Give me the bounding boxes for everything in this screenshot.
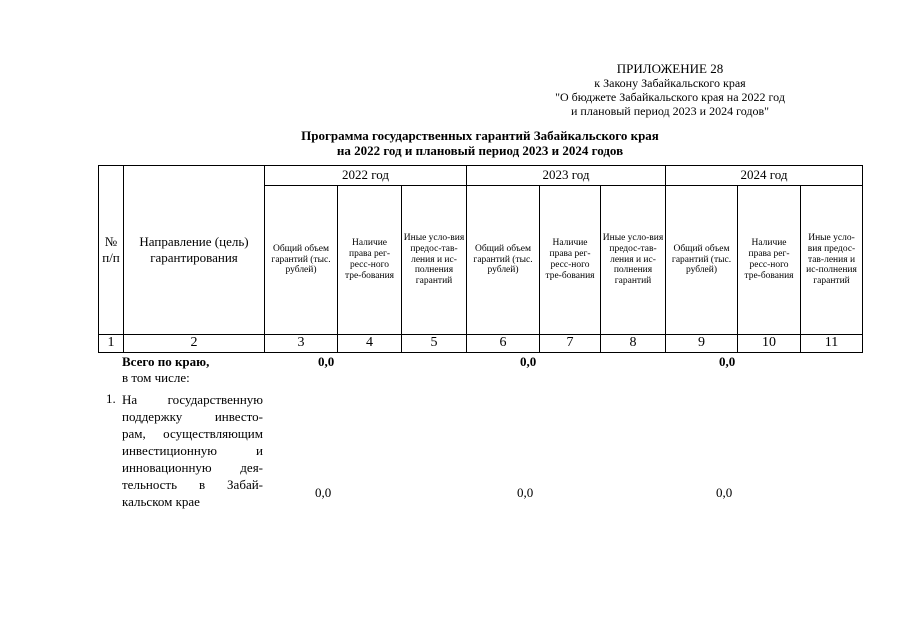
column-number: 10 xyxy=(762,335,776,351)
item-direction-text xyxy=(122,391,263,510)
annex-heading: ПРИЛОЖЕНИЕ 28 xyxy=(616,61,724,76)
column-number: 4 xyxy=(366,335,373,351)
header-volume: Общий объем гарантий (тыс. рублей) xyxy=(271,243,331,276)
header-other-conditions: Иные усло-вия предос-тав-ления и ис-полнения гарантий xyxy=(602,232,664,287)
total-value-2023: 0,0 xyxy=(520,354,537,369)
header-other-conditions: Иные усло-вия предос-тав-ления и ис-полнения гарантий xyxy=(806,232,857,287)
item-line: рам, осуществляющим xyxy=(122,426,263,441)
header-year-2023: 2023 год xyxy=(542,167,590,183)
header-number: № п/п xyxy=(102,234,120,265)
header-direction: Направление (цель) гарантирования xyxy=(139,234,249,265)
total-value-2022: 0,0 xyxy=(318,354,335,369)
header-regress: Наличие права рег-ресс-ного тре-бования xyxy=(545,238,595,281)
annex-line: и плановый период 2023 и 2024 годов" xyxy=(570,104,770,118)
item-line: тельность в Забай- xyxy=(122,477,263,492)
item-value-2024: 0,0 xyxy=(716,485,733,500)
column-number: 3 xyxy=(297,335,305,351)
header-other-conditions: Иные усло-вия предос-тав-ления и ис-полнения гарантий xyxy=(403,232,465,287)
header-year-2022: 2022 год xyxy=(342,167,389,183)
annex-block xyxy=(520,62,820,118)
header-year-2024: 2024 год xyxy=(740,167,788,183)
column-number: 7 xyxy=(566,335,574,351)
title-line: на 2022 год и плановый период 2023 и 2024 годов xyxy=(336,143,624,158)
item-value-2023: 0,0 xyxy=(517,485,534,500)
column-number: 1 xyxy=(107,335,115,351)
item-line: инвестиционную и xyxy=(122,443,263,458)
column-number: 2 xyxy=(190,335,198,351)
column-number: 8 xyxy=(629,335,637,351)
item-value-2022: 0,0 xyxy=(315,485,332,500)
total-value-2024: 0,0 xyxy=(719,354,736,369)
header-regress: Наличие права рег-ресс-ного тре-бования xyxy=(344,238,395,281)
item-line: поддержку инвесто- xyxy=(122,409,263,424)
item-line: инновационную дея- xyxy=(122,460,263,475)
column-number: 9 xyxy=(698,335,705,351)
total-label: Всего по краю, xyxy=(122,354,210,369)
item-number: 1. xyxy=(106,391,116,406)
column-number: 5 xyxy=(430,335,438,351)
including-label: в том числе: xyxy=(122,370,190,385)
title-line: Программа государственных гарантий Забайкальского края xyxy=(301,128,659,143)
header-volume: Общий объем гарантий (тыс. рублей) xyxy=(473,243,533,276)
table-border-right xyxy=(862,165,863,353)
item-line: кальском крае xyxy=(122,494,200,509)
annex-line: "О бюджете Забайкальского края на 2022 год xyxy=(555,90,785,104)
header-volume: Общий объем гарантий (тыс. рублей) xyxy=(671,243,732,276)
column-number: 11 xyxy=(824,335,839,351)
table-border-bottom xyxy=(98,352,863,353)
annex-line: к Закону Забайкальского края xyxy=(594,76,746,90)
document-title xyxy=(230,128,730,158)
item-line: На государственную xyxy=(122,392,263,407)
header-regress: Наличие права рег-ресс-ного тре-бования xyxy=(744,238,794,281)
column-number: 6 xyxy=(499,335,507,351)
